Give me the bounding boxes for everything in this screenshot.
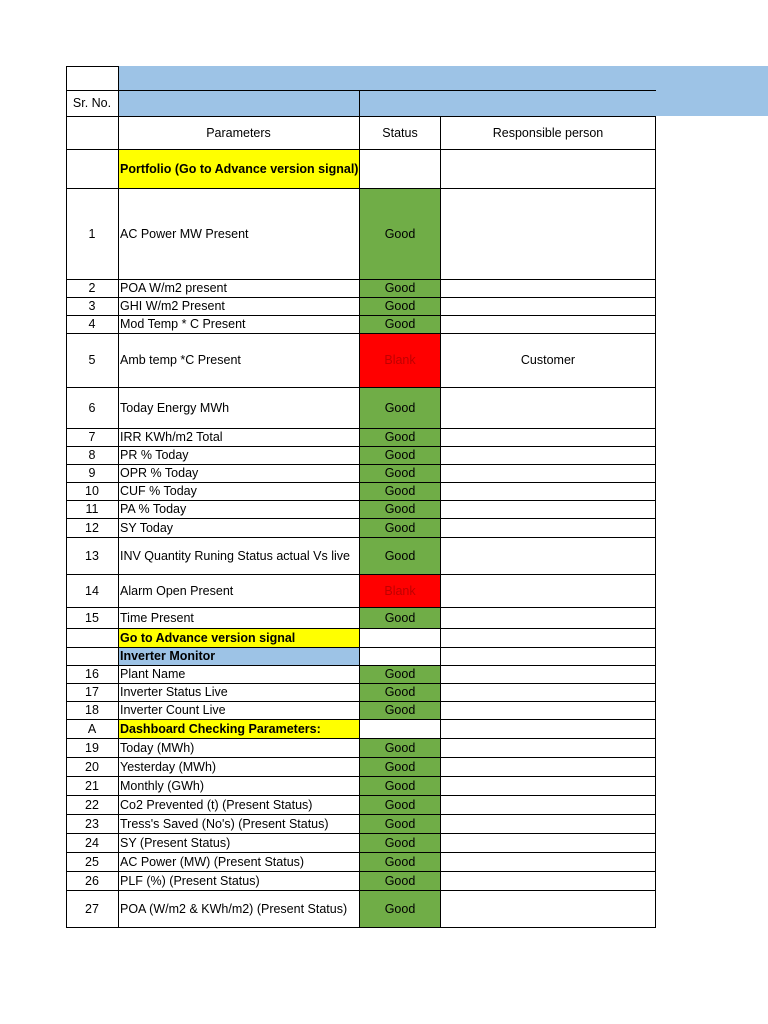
grid-hline (66, 149, 656, 150)
grid-hline (66, 607, 656, 608)
row-status: Good (360, 188, 440, 279)
row-sr-no: 1 (88, 226, 96, 241)
row-responsible (440, 683, 656, 701)
row-status: Good (360, 795, 440, 814)
row-responsible (440, 428, 656, 446)
row-sr-no (66, 628, 118, 647)
row-parameter: Alarm Open Present (120, 583, 234, 598)
grid-hline (66, 279, 656, 280)
row-status: Good (360, 279, 440, 297)
row-responsible (440, 315, 656, 333)
grid-hline (66, 927, 656, 928)
row-responsible (440, 833, 656, 852)
grid-vline (440, 116, 441, 927)
row-responsible (440, 279, 656, 297)
row-parameter: Plant Name (120, 667, 186, 681)
title-band (118, 66, 768, 90)
grid-hline (66, 814, 656, 815)
row-status: Good (360, 607, 440, 628)
grid-hline (66, 719, 656, 720)
grid-hline (66, 890, 656, 891)
row-status: Good (360, 482, 440, 500)
grid-hline (66, 701, 656, 702)
row-status: Good (360, 776, 440, 795)
row-sr-no: 18 (85, 703, 99, 717)
responsible-header: Responsible person (492, 125, 604, 140)
row-responsible (440, 738, 656, 757)
grid-hline (66, 776, 656, 777)
row-parameter: Mod Temp * C Present (120, 317, 246, 331)
row-responsible (440, 852, 656, 871)
row-responsible (440, 446, 656, 464)
row-responsible (440, 871, 656, 890)
row-status: Good (360, 500, 440, 518)
row-parameter: OPR % Today (120, 466, 199, 480)
row-responsible (440, 574, 656, 607)
row-status: Good (360, 738, 440, 757)
sr-no-header: Sr. No. (72, 96, 112, 110)
row-sr-no (66, 647, 118, 665)
grid-hline (66, 116, 656, 117)
row-sr-no: 3 (88, 299, 96, 313)
row-status: Good (360, 701, 440, 719)
row-sr-no (66, 149, 118, 188)
row-status (360, 647, 440, 665)
status-header: Status (382, 125, 418, 140)
row-sr-no: 16 (85, 667, 99, 681)
row-status: Blank (360, 574, 440, 607)
grid-hline (66, 446, 656, 447)
row-sr-no: 17 (85, 685, 99, 699)
row-sr-no: 15 (85, 610, 99, 625)
row-parameter: PR % Today (120, 448, 189, 462)
grid-hline (66, 297, 656, 298)
row-status: Good (360, 890, 440, 927)
row-sr-no: 23 (85, 816, 99, 831)
row-parameter: AC Power MW Present (120, 226, 249, 241)
row-parameter: Co2 Prevented (t) (Present Status) (120, 797, 313, 812)
row-sr-no: 27 (85, 901, 99, 916)
row-status: Good (360, 446, 440, 464)
row-sr-no: 22 (85, 797, 99, 812)
header-band-status (360, 90, 656, 116)
row-responsible (440, 297, 656, 315)
row-parameter: Inverter Count Live (120, 703, 226, 717)
grid-hline (66, 66, 118, 67)
row-responsible (440, 890, 656, 927)
row-responsible (440, 537, 656, 574)
row-sr-no: 7 (88, 430, 96, 444)
grid-hline (66, 574, 656, 575)
row-status: Good (360, 315, 440, 333)
grid-hline (66, 537, 656, 538)
row-status: Good (360, 852, 440, 871)
row-responsible (440, 387, 656, 428)
row-parameter: CUF % Today (120, 484, 197, 498)
row-responsible (440, 607, 656, 628)
row-sr-no: 21 (85, 778, 99, 793)
row-parameter: Dashboard Checking Parameters: (118, 719, 359, 738)
row-status: Good (360, 387, 440, 428)
grid-hline (66, 464, 656, 465)
grid-hline (118, 90, 656, 91)
row-parameter: Today Energy MWh (120, 400, 230, 415)
row-responsible (440, 149, 656, 188)
parameters-header: Parameters (206, 125, 271, 140)
row-status (360, 719, 440, 738)
row-responsible (440, 500, 656, 518)
grid-vline (118, 66, 119, 927)
row-status: Good (360, 814, 440, 833)
grid-hline (66, 852, 656, 853)
grid-vline (359, 90, 360, 927)
row-sr-no: 13 (85, 548, 99, 563)
grid-hline (66, 757, 656, 758)
grid-hline (66, 628, 656, 629)
row-sr-no: 5 (88, 353, 96, 367)
row-parameter: Inverter Monitor (118, 647, 359, 665)
row-parameter: PA % Today (120, 502, 187, 516)
header-band-params (118, 90, 359, 116)
row-parameter: Time Present (120, 610, 194, 625)
grid-hline (66, 647, 656, 648)
row-parameter: PLF (%) (Present Status) (120, 873, 260, 888)
grid-hline (66, 833, 656, 834)
row-parameter: Tress's Saved (No's) (Present Status) (120, 816, 329, 831)
row-status: Good (360, 464, 440, 482)
row-responsible (440, 719, 656, 738)
grid-hline (66, 500, 656, 501)
title-band-right (656, 90, 768, 116)
grid-hline (66, 795, 656, 796)
row-status (360, 149, 440, 188)
row-sr-no: 20 (85, 759, 99, 774)
grid-hline (66, 665, 656, 666)
row-sr-no: 12 (85, 520, 99, 535)
row-responsible (440, 757, 656, 776)
row-sr-no: 6 (88, 400, 96, 415)
row-parameter: SY Today (120, 520, 174, 535)
row-status: Good (360, 665, 440, 683)
row-sr-no: 2 (88, 281, 96, 295)
row-parameter: INV Quantity Runing Status actual Vs live (120, 548, 350, 563)
row-sr-no: 14 (85, 583, 99, 598)
grid-vline (66, 66, 67, 927)
row-parameter: Monthly (GWh) (120, 778, 205, 793)
row-responsible (440, 464, 656, 482)
row-status: Good (360, 683, 440, 701)
row-status: Good (360, 518, 440, 537)
row-responsible (440, 701, 656, 719)
grid-hline (66, 683, 656, 684)
grid-hline (66, 188, 656, 189)
row-sr-no: 11 (85, 502, 99, 516)
row-responsible (440, 665, 656, 683)
row-status: Good (360, 428, 440, 446)
row-sr-no: 10 (85, 484, 99, 498)
row-responsible (440, 628, 656, 647)
grid-hline (66, 482, 656, 483)
row-parameter: Today (MWh) (120, 740, 195, 755)
row-responsible (440, 482, 656, 500)
grid-hline (66, 518, 656, 519)
row-sr-no: 19 (85, 740, 99, 755)
row-responsible (440, 795, 656, 814)
grid-hline (66, 387, 656, 388)
row-status: Good (360, 871, 440, 890)
row-parameter: POA W/m2 present (120, 281, 227, 295)
row-sr-no: A (87, 721, 97, 736)
row-parameter: Inverter Status Live (120, 685, 228, 699)
row-sr-no: 24 (85, 835, 99, 850)
grid-hline (66, 871, 656, 872)
grid-hline (66, 333, 656, 334)
row-parameter: Amb temp *C Present (120, 353, 241, 367)
row-status: Good (360, 537, 440, 574)
row-parameter: POA (W/m2 & KWh/m2) (Present Status) (120, 901, 348, 916)
row-status: Good (360, 757, 440, 776)
row-parameter: IRR KWh/m2 Total (120, 430, 223, 444)
row-parameter: Portfolio (Go to Advance version signal) (118, 149, 359, 188)
grid-hline (66, 428, 656, 429)
row-responsible (440, 188, 656, 279)
row-status (360, 628, 440, 647)
row-responsible: Customer (520, 353, 576, 367)
row-parameter: SY (Present Status) (120, 835, 231, 850)
row-sr-no: 25 (85, 854, 99, 869)
grid-hline (66, 90, 118, 91)
row-sr-no: 8 (88, 448, 96, 462)
row-status: Good (360, 297, 440, 315)
row-responsible (440, 518, 656, 537)
row-parameter: Yesterday (MWh) (120, 759, 217, 774)
row-status: Good (360, 833, 440, 852)
row-responsible (440, 776, 656, 795)
row-sr-no: 4 (88, 317, 96, 331)
row-status: Blank (360, 333, 440, 387)
grid-vline (655, 116, 656, 927)
row-responsible (440, 814, 656, 833)
row-parameter: GHI W/m2 Present (120, 299, 225, 313)
row-parameter: AC Power (MW) (Present Status) (120, 854, 305, 869)
row-sr-no: 26 (85, 873, 99, 888)
row-parameter: Go to Advance version signal (118, 628, 359, 647)
row-sr-no: 9 (88, 466, 96, 480)
row-responsible (440, 647, 656, 665)
grid-hline (66, 738, 656, 739)
grid-hline (66, 315, 656, 316)
